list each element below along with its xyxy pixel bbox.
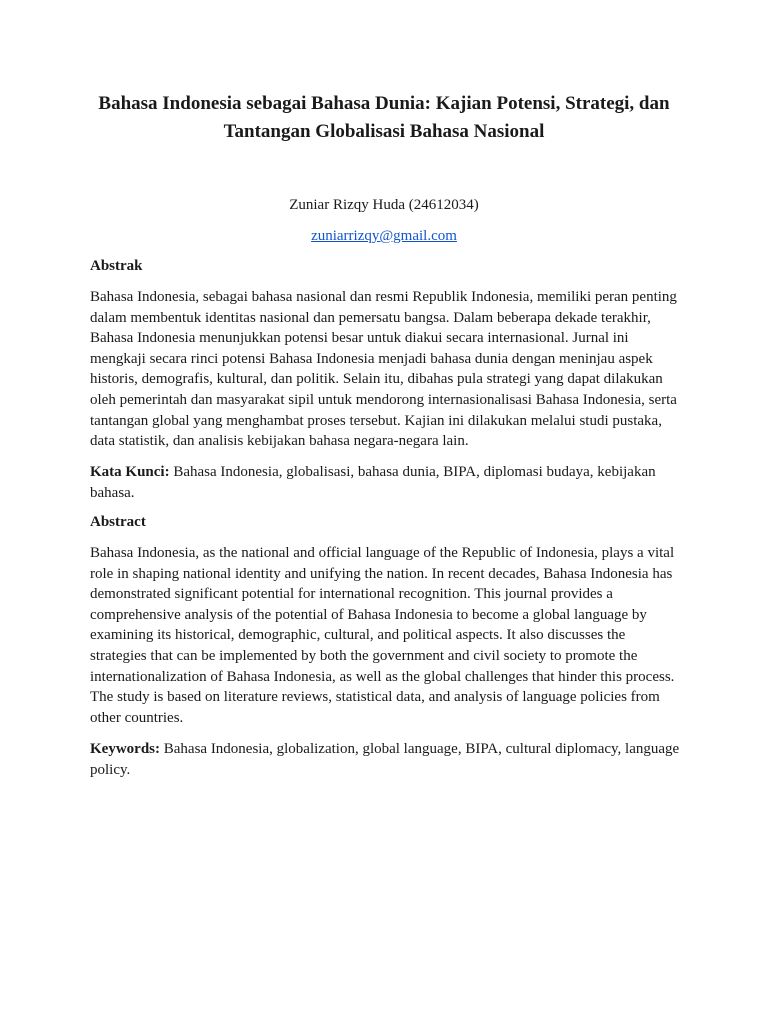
author-line: Zuniar Rizqy Huda (24612034): [289, 197, 479, 213]
keywords-label: Keywords:: [90, 741, 160, 757]
paper-title: Bahasa Indonesia sebagai Bahasa Dunia: Kajian Potensi, Strategi, dan Tantangan Globalisasi Bahasa Nasional: [98, 93, 670, 142]
author-email-link[interactable]: zuniarrizqy@gmail.com: [311, 228, 457, 244]
abstract-body: Bahasa Indonesia, as the national and official language of the Republic of Indonesia, plays a vital role in shaping national identity and unifying the nation. In recent decades, Bahasa Indonesia has demonstrated significant potential for international recognition. This journal provides a comprehensive analysis of the potential of Bahasa Indonesia to become a global language by examining its historical, demographic, cultural, and political aspects. It also discusses the strategies that can be implemented by both the government and civil society to promote the internationalization of Bahasa Indonesia, as well as the global challenges that hinder this process. The study is based on literature reviews, statistical data, and analysis of language policies from other countries.: [90, 545, 675, 726]
abstrak-heading: Abstrak: [90, 258, 143, 274]
keywords-paragraph: [90, 739, 680, 780]
keywords-text: Bahasa Indonesia, globalization, global language, BIPA, cultural diplomacy, language policy.: [90, 741, 680, 778]
kata-kunci-text: Bahasa Indonesia, globalisasi, bahasa dunia, BIPA, diplomasi budaya, kebijakan bahasa.: [90, 464, 656, 501]
abstrak-body: Bahasa Indonesia, sebagai bahasa nasional dan resmi Republik Indonesia, memiliki peran penting dalam membentuk identitas nasional dan pemersatu bangsa. Dalam beberapa dekade terakhir, Bahasa Indonesia menunjukkan potensi besar untuk diakui secara internasional. Jurnal ini mengkaji secara rinci potensi Bahasa Indonesia menjadi bahasa dunia dengan meninjau aspek historis, demografis, kultural, dan politik. Selain itu, dibahas pula strategi yang dapat dilakukan oleh pemerintah dan masyarakat sipil untuk mendorong internasionalisasi Bahasa Indonesia, serta tantangan global yang menghambat proses tersebut. Kajian ini dilakukan melalui studi pustaka, data statistik, dan analisis kebijakan bahasa negara-negara lain.: [90, 289, 677, 450]
kata-kunci-paragraph: [90, 462, 680, 503]
abstract-heading: Abstract: [90, 514, 146, 530]
author-email-line: [90, 226, 678, 246]
kata-kunci-label: Kata Kunci:: [90, 464, 170, 480]
